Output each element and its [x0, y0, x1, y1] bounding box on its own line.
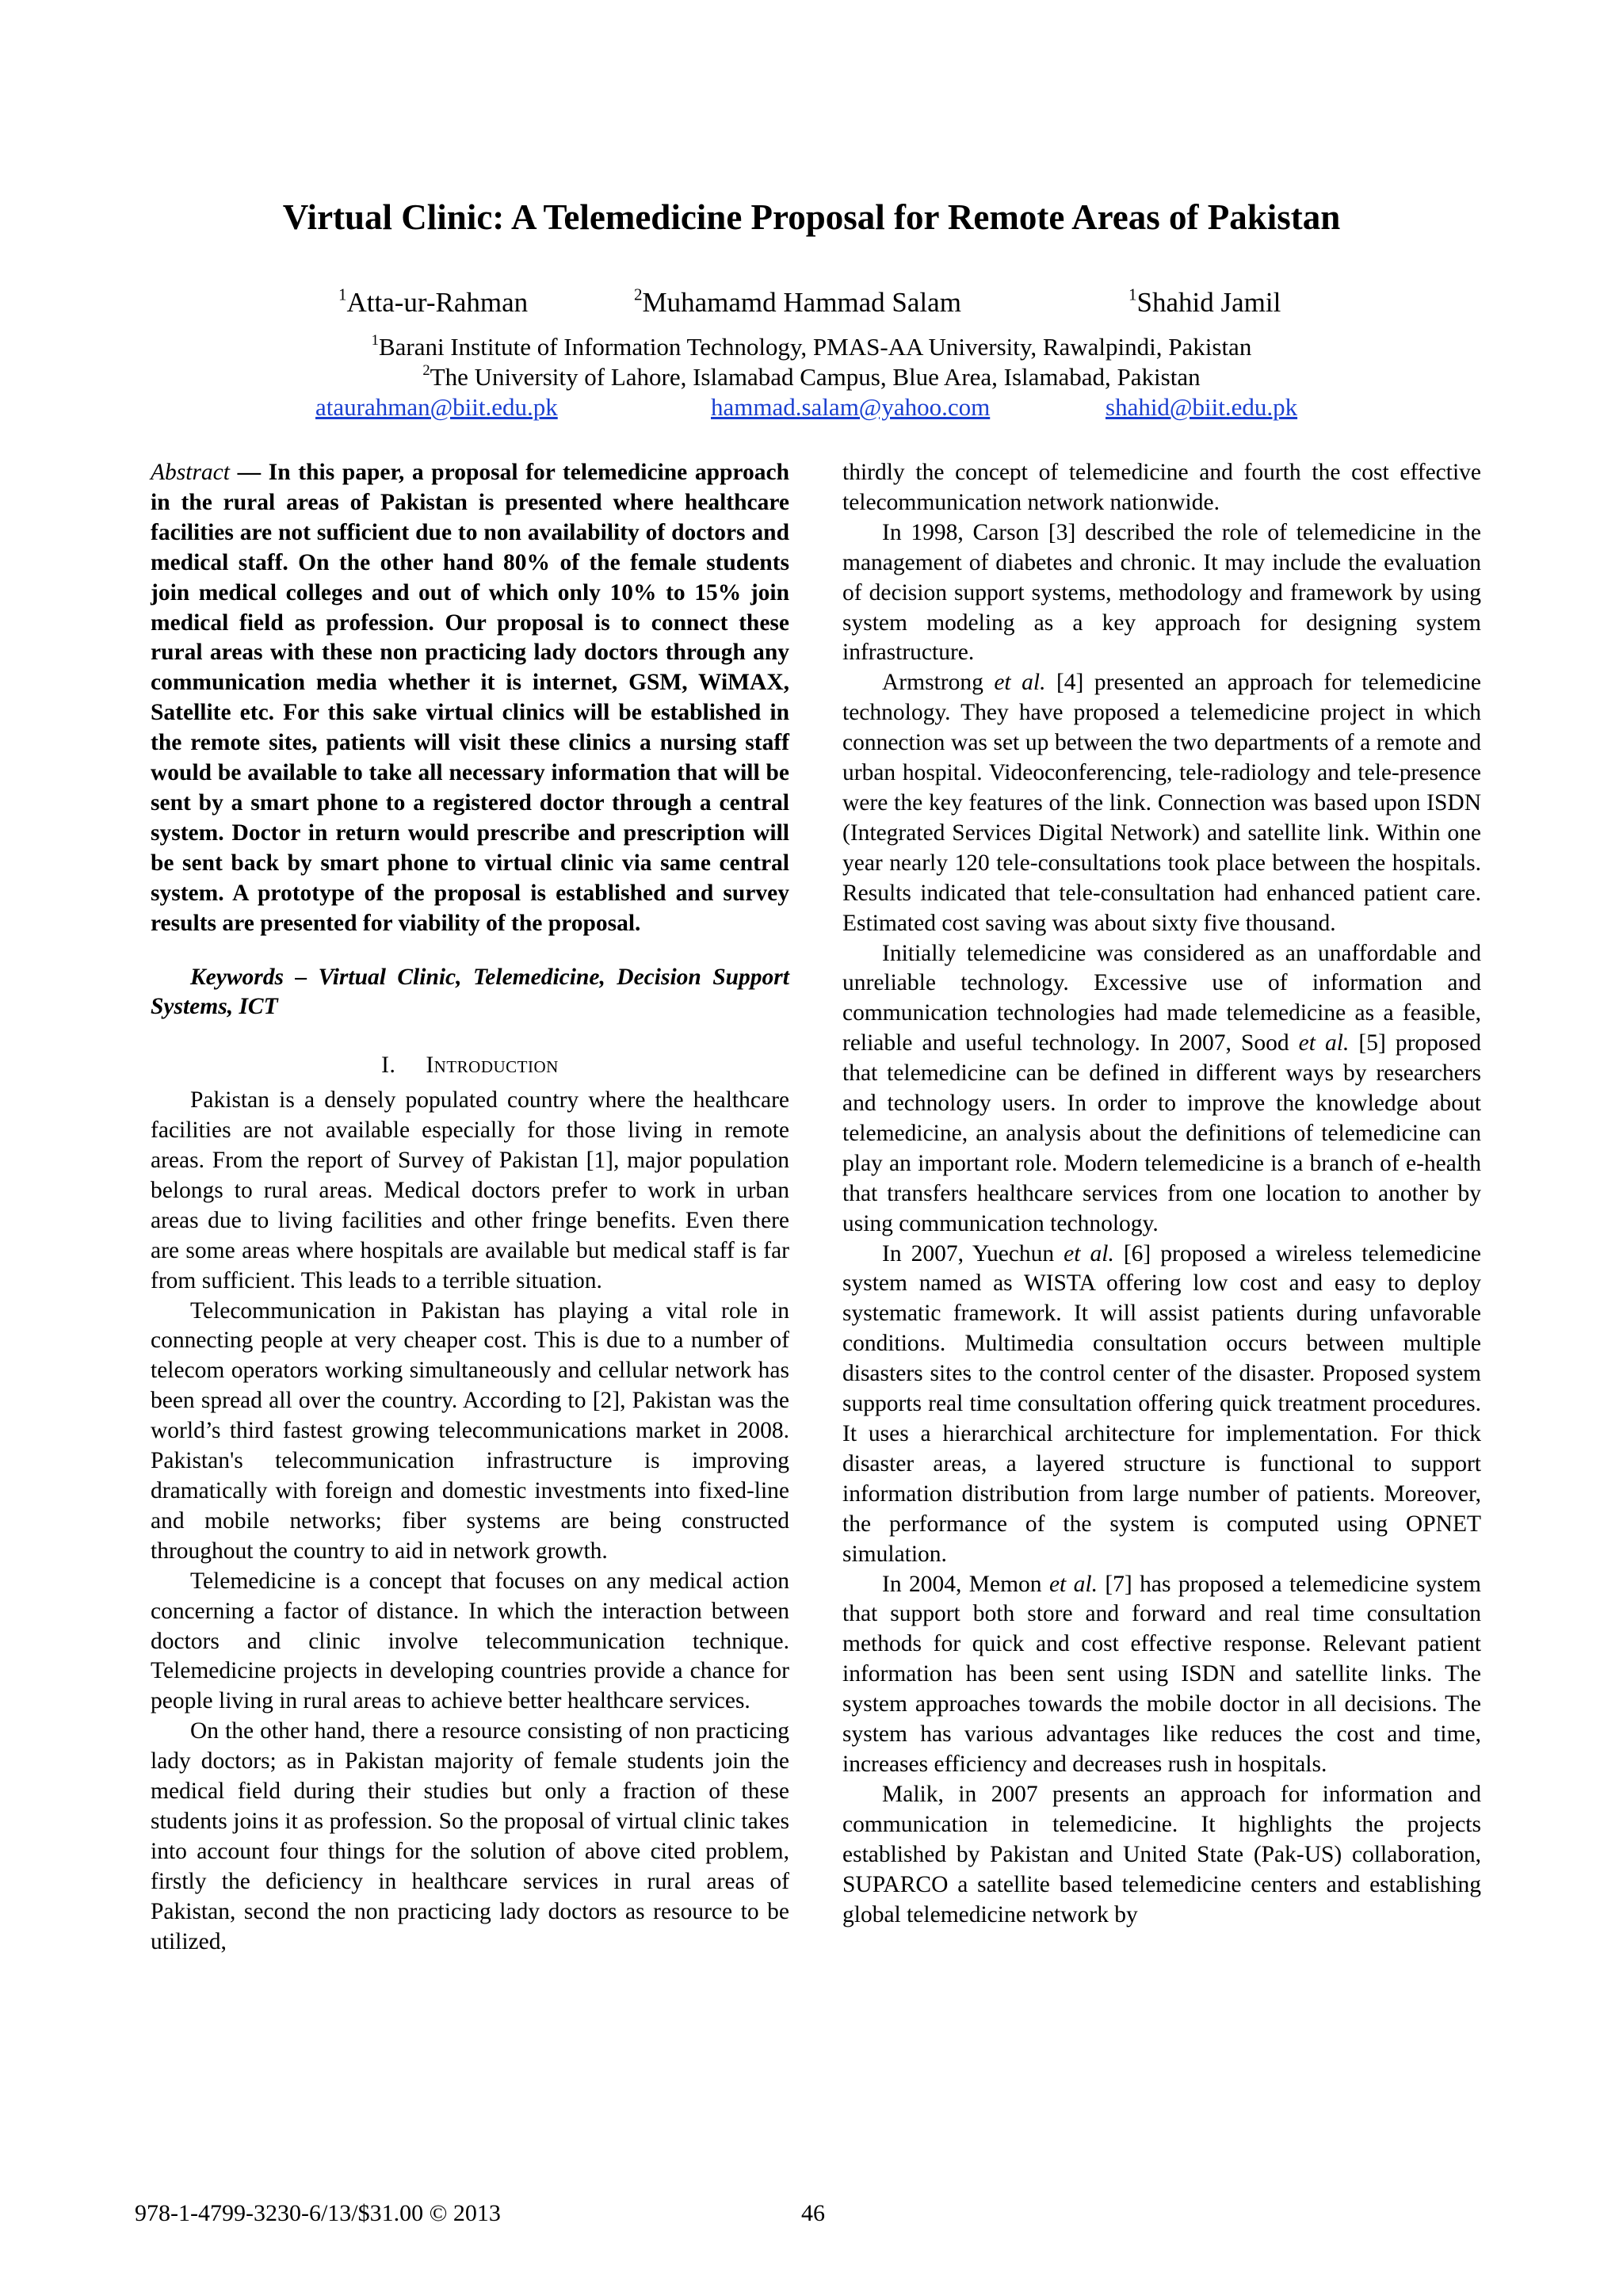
paragraph-memon	[842, 1570, 1481, 1780]
author-1	[338, 287, 528, 319]
affiliation-1-sup: 1	[371, 331, 379, 349]
text-run: Initially telemedicine was considered as an unaffordable and unreliable technology. Excessive use of information and communication technologies had made telemedicine as a feasible, reliable and useful technology. In 2007, Sood	[842, 940, 1481, 1056]
author-3-name: Shahid Jamil	[1136, 287, 1281, 318]
intro-paragraph-2: Telecommunication in Pakistan has playing a vital role in connecting people at very cheaper cost. This is due to a number of telecom operators working simultaneously and cellular network has been spread all over the country. According to [2], Pakistan was the world’s third fastest growing telecommunications market in 2008. Pakistan's telecommunication infrastructure is improving dramatically with foreign and domestic investments into fixed-line and mobile networks; fiber systems are being constructed throughout the country to aid in network growth.	[151, 1297, 789, 1564]
author-1-name: Atta-ur-Rahman	[346, 287, 529, 318]
paragraph-continued: thirdly the concept of telemedicine and fourth the cost effective telecommunication network nationwide.	[842, 460, 1481, 515]
page-number: 46	[801, 2200, 825, 2226]
abstract-text: In this paper, a proposal for telemedicine approach in the rural areas of Pakistan is presented where healthcare facilities are not sufficient due to non availability of doctors and medical staff. On the other hand 80% of the female students join medical colleges and out of which only 10% to 15% join medical field as profession. Our proposal is to connect these rural areas with these non practicing lady doctors through any communication media whether it is internet, GSM, WiMAX, Satellite etc. For this sake virtual clinics will be established in the remote sites, patients will visit these clinics a nursing staff would be available to take all necessary information that will be sent by a smart phone to a registered doctor through a central system. Doctor in return would prescribe and prescription will be sent back by smart phone to virtual clinic via same central system. A prototype of the proposal is established and survey results are presented for viability of the proposal.	[151, 460, 789, 936]
email-link-1[interactable]: ataurahman@biit.edu.pk	[315, 393, 558, 421]
intro-paragraph-4: On the other hand, there a resource consisting of non practicing lady doctors; as in Pakistan majority of female students join the medical field during their studies but only a fraction of these students joins it as profession. So the proposal of virtual clinic takes into account four things for the solution of above cited problem, firstly the deficiency in healthcare services in rural areas of Pakistan, second the non practicing lady doctors as resource to be utilized,	[151, 1718, 789, 1954]
paragraph-carson: In 1998, Carson [3] described the role of telemedicine in the management of diabetes and chronic. It may include the evaluation of decision support systems, methodology and framework by using system modeling as a key approach for designing system infrastructure.	[842, 519, 1481, 666]
email-link-2[interactable]: hammad.salam@yahoo.com	[711, 393, 991, 421]
paragraph-armstrong	[842, 668, 1481, 938]
text-run: [5] proposed that telemedicine can be defined in different ways by researchers and technology users. In order to improve the knowledge about telemedicine, an analysis about the definitions of telemedicine can play an important role. Modern telemedicine is a branch of e-health that transfers healthcare services from one location to another by using communication technology.	[842, 1030, 1481, 1236]
abstract-dash: —	[229, 460, 269, 485]
italic-run: et al.	[1048, 1571, 1098, 1597]
abstract	[151, 458, 789, 939]
section-heading-introduction	[151, 1051, 789, 1081]
section-number: I.	[381, 1052, 396, 1079]
text-run: In 2007, Yuechun	[882, 1240, 1064, 1266]
text-run: In 2004, Memon	[882, 1571, 1049, 1597]
footer-copyright: 978-1-4799-3230-6/13/$31.00 © 2013	[135, 2200, 501, 2226]
author-3-sup: 1	[1128, 285, 1137, 304]
author-2-sup: 2	[634, 285, 643, 304]
paragraph-sood	[842, 939, 1481, 1240]
affiliation-2-text: The University of Lahore, Islamabad Campus, Blue Area, Islamabad, Pakistan	[430, 363, 1201, 391]
intro-paragraph-1: Pakistan is a densely populated country where the healthcare facilities are not available especially for those living in remote areas. From the report of Survey of Pakistan [1], major population belongs to rural areas. Medical doctors prefer to work in urban areas due to living facilities and other fringe benefits. Even there are some areas where hospitals are available but medical staff is far from sufficient. This leads to a terrible situation.	[151, 1087, 789, 1293]
section-title: Introduction	[426, 1052, 559, 1079]
text-run: Armstrong	[882, 670, 995, 696]
paper-title: Virtual Clinic: A Telemedicine Proposal for Remote Areas of Pakistan	[282, 197, 1341, 237]
text-run: [4] presented an approach for telemedicine technology. They have proposed a telemedicine project in which connection was set up between the two departments of a remote and urban hospital. Videoconferencing, tele-radiology and tele-presence were the key features of the link. Connection was based upon ISDN (Integrated Services Digital Network) and satellite link. Within one year nearly 120 tele-consultations took place between the hospitals. Results indicated that tele-consultation had enhanced patient care. Estimated cost saving was about sixty five thousand.	[842, 670, 1481, 936]
author-1-sup: 1	[338, 285, 347, 304]
author-list	[0, 287, 1623, 327]
affiliation-1-text: Barani Institute of Information Technology, PMAS-AA University, Rawalpindi, Pakistan	[378, 333, 1252, 361]
text-run: [7] has proposed a telemedicine system that support both store and forward and real time consultation methods for quick and cost effective response. Relevant patient information has been sent using ISDN and satellite links. The system approaches towards the mobile doctor in all decisions. The system has various advantages like reduces the cost and time, increases efficiency and decreases rush in hospitals.	[842, 1571, 1481, 1777]
author-3	[1128, 287, 1281, 319]
author-2-name: Muhamamd Hammad Salam	[642, 287, 961, 318]
affiliation-2-sup: 2	[422, 361, 430, 379]
affiliation-1	[0, 332, 1623, 362]
right-column	[842, 458, 1481, 1930]
left-column	[151, 458, 789, 1958]
italic-run: et al.	[1064, 1240, 1114, 1266]
paragraph-malik: Malik, in 2007 presents an approach for information and communication in telemedicine. It highlights the projects established by Pakistan and United State (Pak-US) collaboration, SUPARCO a satellite based telemedicine centers and establishing global telemedicine network by	[842, 1781, 1481, 1927]
abstract-lead: Abstract	[151, 460, 230, 485]
keywords: Keywords – Virtual Clinic, Telemedicine, Decision Support Systems, ICT	[151, 964, 789, 1020]
italic-run: et al.	[1298, 1030, 1350, 1056]
text-run: [6] proposed a wireless telemedicine system named as WISTA offering low cost and easy to deploy systematic framework. It will assist patients during unfavorable conditions. Multimedia consultation occurs between multiple disasters sites to the control center of the disaster. Proposed system supports real time consultation offering quick treatment procedures. It uses a hierarchical architecture for implementation. For thick disaster areas, a layered structure is functional to support information distribution from large number of patients. Moreover, the performance of the system is computed using OPNET simulation.	[842, 1240, 1481, 1567]
intro-paragraph-3: Telemedicine is a concept that focuses on any medical action concerning a factor of distance. In which the interaction between doctors and clinic involve telecommunication technique. Telemedicine projects in developing countries provide a chance for people living in rural areas to achieve better healthcare services.	[151, 1568, 789, 1714]
email-link-3[interactable]: shahid@biit.edu.pk	[1106, 393, 1298, 421]
email-list	[0, 393, 1623, 425]
paragraph-yuechun	[842, 1240, 1481, 1570]
author-2	[634, 287, 961, 319]
affiliation-2	[0, 362, 1623, 392]
italic-run: et al.	[994, 670, 1046, 696]
